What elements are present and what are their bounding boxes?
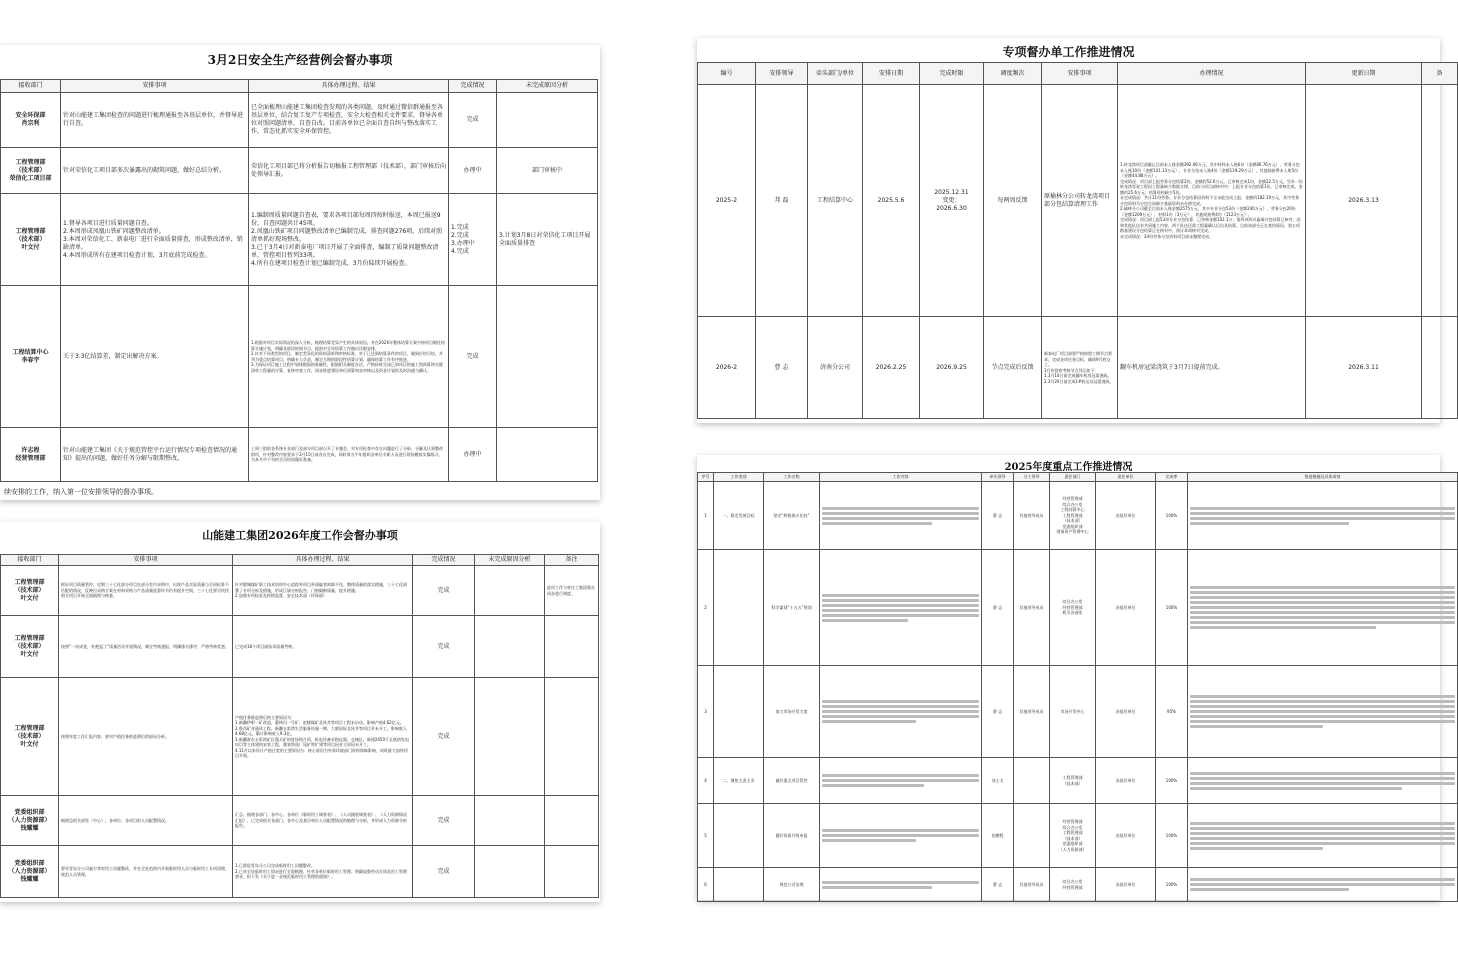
split-cell: 其他领导成员 [1014,868,1050,902]
doc4-header-name: 工作名称 [764,473,820,482]
table-row [1,678,599,796]
doc4-header-lead: 牵头领导 [982,473,1014,482]
table-row [698,868,1458,902]
table-row [1,566,599,616]
doc4-header-category: 工作类别 [714,473,764,482]
process-cell: 已完成18个项目部技术质量考核。 [233,616,413,678]
status-cell: 完成 [449,286,497,428]
doc3-header-updated: 更新日期 [1306,63,1422,85]
category-cell [714,868,764,902]
doc4-header-measures: 推进措施及具体成效 [1188,473,1458,482]
process-cell: 已全面梳理山能建工集团检查发现的各类问题，及时通过微信群通报至各基层单位，结合复工复产专项检查，安全大检查相关文件要求，督导各单位对照问题清单，自查自改。目前各单位已全面自查自纠与整改落实工作，常态化抓实安全环保管控。 [249,93,449,148]
reason-cell [497,428,598,482]
unit-cell: 济南分公司 [808,317,863,419]
status-cell: 1.完成 2.完成 3.办理中 4.完成 [449,194,497,286]
name-cell: 做好资质升级申报 [764,804,820,868]
task-cell: 梳理总机关部室（中心）、各单位、各项目的人员配置情况。 [59,796,233,846]
name-cell: 做好重点项目管控 [764,758,820,804]
lead-cell: 刘士太 [982,758,1014,804]
content-cell [820,666,982,758]
doc1-header-status: 完成情况 [449,80,497,93]
unit-cell: 各基层单位 [1096,550,1156,666]
lead-cell: 张鹏程 [982,804,1014,868]
measures-cell [1188,758,1458,804]
doc1-header-dept: 接收部门 [1,80,61,93]
unit-cell: 各基层单位 [1096,666,1156,758]
doc1-header-process: 具体办理过程、结果 [249,80,449,93]
name-cell: 科学谋划“十五五”规划 [764,550,820,666]
note-cell [545,796,599,846]
process-cell: 1.已督促青岛分公司完成临时用工问题整改。 2.已对全处临时用工情况进行全面梳理，针对各单位临时用工管理，明确加强劳动合同及用工管理要求，拟下发《关于进一步规范临时用工管理的通知》。 [233,846,413,898]
leader-cell: 曹 志 [756,317,808,419]
unit-cell: 各基层单位 [1096,758,1156,804]
content-cell [820,804,982,868]
content-cell [820,868,982,902]
dept-cell: 工程管理部 （技术部） 荣信化工项目部 [1,148,61,194]
doc1-header-reason: 未完成原因分析 [497,80,598,93]
measures-cell [1188,868,1458,902]
process-cell: 1.编制周质量问题自查表，要求各项目部每周四按时报送，本周已报送9份，自查问题共计45项。 2.凤凰山铁矿项目问题整改清单已编制完成，排查问题276项，后续对照清单抓好现场整改。 3.已于3月4日对新泰电厂项目开展了全面排查，编制了质量问题整改清单，管控项目暂列33项。 4.所有在建项目检查计划已编制完成，3月份陆续开展检查。 [249,194,449,286]
no-cell: 3 [698,666,714,758]
doc4-header-rate: 完成率 [1156,473,1188,482]
freq-cell: 节点完成后反馈 [984,317,1042,419]
dept-cell: 经营管理部 综合办公室 工程结算中心 工程管理部 （技术部） 党委组织部 财务资产管理中心 [1050,482,1096,550]
doc2-header-process: 具体办理过程、结果 [233,555,413,566]
process-cell: 上周三组织各系统专业部门及部分项目部召开了专题会，对专项检查中存在问题进行了分析、分解及认领整改销项，针对整改内容要求于3月15日前各自完成，同时周五午年组织各单位专职人员进行现场模拟实操练习，为本月中下旬的全员培训做好准备。 [249,428,449,482]
split-cell [1014,804,1050,868]
doc3-header-id: 编号 [698,63,756,85]
document-annual-meeting [0,522,600,902]
process-cell: 针对肥城煤矿职工技术培训中心追踪外项目外面偏食故障不佳，整体质量的落实措施，三十七化部署了专项分析及措施，形成江锚分析报告，门窗隔断质量，提升措施。 2.加强专项检验及持续监督，安全技术部（环保部） [233,566,413,616]
doc2-header-dept: 接收部门 [1,555,59,566]
doc3-header-note: 备 [1422,63,1458,85]
document-special-supervision [697,38,1443,423]
table-row [1,846,599,898]
task-cell: 新泰电厂项目部要严格按照工期节点要求，完成各项任务目标，确保9月底交工。 3月份督察考核节点列示如下： 1.3月10日前完成翻车机房冠梁浇筑。 2.3月20日前完成1#转运站冠梁浇筑。 [1042,317,1118,419]
dept-cell: 工程管理部 （技术部） 叶文付 [1,566,59,616]
doc3-header-deadline: 完成时限 [920,63,984,85]
reason-cell [497,286,598,428]
category-cell [714,804,764,868]
doc4-header-split: 分工领导 [1014,473,1050,482]
note-cell [1422,317,1458,419]
rate-cell: 100% [1156,758,1188,804]
updated-cell: 2026.3.13 [1306,85,1422,317]
dept-cell: 党委组织部 （人力资源部） 钱耀耀 [1,796,59,846]
table-row [698,85,1458,317]
note-cell [545,678,599,796]
split-cell [1014,758,1050,804]
process-cell: 1.根据对项目实际情况的深入分析，梳理结算差异产生的具体原因，并在2026年整体结算方案中按项目细化结算实施计划，明确各阶段时间节点，提前对全年结算工作做出详细安排。 2.针对不同类型的项目，制定差异化的资料清单和审核标准，对于已达到结算条件的项目，做到应结尽结，并列为重点结算项目，明确专人负责，制定合理的阶段性结算计划，确保结算工作有序推进。 3.为保证项目施工过程中划线数据的准确性，根据相关制度办法，严格按时完成已到项目的施工图预算和关键清单工程量的计算，复核审查工作，同步推进建设单位预算初步审核以及资金计划的及时沟通与确认。 [249,286,449,428]
doc3-title: 专项督办单工作推进情况 [1002,45,1135,59]
rate-cell: 100% [1156,868,1188,902]
lead-cell: 曹 志 [982,868,1014,902]
measures-cell [1188,482,1458,550]
process-cell: 汇总、梳理各部门、各中心、各单位《临时用工调查表》、《人员摸底调查表》、《人力资源情况汇报》，已完成机关各部门、各中心及基层单位人员配置情况的梳理与分析，并形成人力资源分析报告。 [233,796,413,846]
process-cell: 荣信化工项目部已将分析报告切稿报工程管理部（技术部），部门审核后向处领导汇报。 [249,148,449,194]
unit-cell: 各基层单位 [1096,868,1156,902]
doc3-table [697,62,1458,419]
reason-cell [475,796,545,846]
reason-cell [475,846,545,898]
rate-cell: 100% [1156,550,1188,666]
process-cell: 产值任务推进滞后的主要原因为： 1.新疆伊犁一矿改造，董林河一号矿，赵楼煤矿北风井等项目工程未启动，影响产值4.62亿元。 2.鲁西矿业通风工程、新疆五彩湾生活服务设施一期、大唐国际北风井等项目并未开工，影响收入4.68亿元，累计影响收入9.3亿。 3.新疆准东五彩湾矿区露天矿的进场和合同，机电设备采购仪器、仓储区，新建2450千瓦低热发电项目等主体建筑安装工程，董家铁选厂尾矿库扩建等项目因业主原因未开工。 4.11月以来设计产值过宽的主要原因为：核心原因为外界环境部门资料保障影响，同时最大加快项目开展。 [233,678,413,796]
no-cell: 1 [698,482,714,550]
doc2-table [0,554,599,898]
table-row [1,796,599,846]
category-cell: 二、聚焦主责主业 [714,758,764,804]
no-cell: 5 [698,804,714,868]
note-cell [545,616,599,678]
no-cell: 6 [698,868,714,902]
doc1-table [0,79,598,482]
reason-cell [497,93,598,148]
table-row [698,666,1458,758]
doc3-header-task: 安排事项 [1042,63,1118,85]
rate-cell: 95% [1156,666,1188,758]
task-cell: 关于3.3亿结算差，制定出解决方案。 [61,286,249,428]
split-cell: 其他领导成员 [1014,550,1050,666]
dept-cell: 工程管理部 （技术部） [1050,758,1096,804]
rate-cell: 100% [1156,482,1188,550]
status-cell: 完成 [413,796,475,846]
status-cell: 完成 [413,846,475,898]
doc4-header-no: 序号 [698,473,714,482]
leader-cell: 邦 磊 [756,85,808,317]
doc3-header-progress: 办理情况 [1118,63,1306,85]
category-cell [714,666,764,758]
rate-cell: 100% [1156,804,1188,868]
split-cell: 其他领导成员 [1014,666,1050,758]
reason-cell: 部门审核中 [497,148,598,194]
dept-cell: 工程管理部 （技术部） 叶文付 [1,616,59,678]
id-cell: 2026-2 [698,317,756,419]
progress-cell: 1.转龙湾项目部截止目前未入账金额392.06万元，其中材料未入账6份（金额86.76万元），劳务分包未入账10份（金额141.13万元），专业分包未入账4份（金额119.29万元），其他间接费未入账5份（金额44.88万元）。 完成情况：项目部上报劳务分包结算2份，金额约52.6万元，已审核完成1份，金额22.5万元，另外一份转龙湾零星工程因工程量缺少数据支撑，目前与项目部核对中；上报专业分包结算1份，已审核完成，金额约25.6万元；结算资料缺少5份。 未完成情况：共计11份劳务、专业分包结算因资料不全未能完成上报，金额约182.19万元，其中劳务分包资料为分包合同缺少基础资料未办理完成。 2.榆林分公司截至目前未入账金额2575万元，其中专业分包53份（金额240万元），劳务分包20份（金额1209万元），材料1份（3万元），其他间接费4份（1123万元）。 完成情况：项目部上报53项专业分包结算，已审核金额102.1万；第四项四川鑫瑞分包结算已核对，因和其他队伍有共同施工内容，两个队伍还需工程量确认后出具结算，目前该部分正在查找原因，第五项路基建设分包结算正在核对中，预计本周核对完成。 未完成情况：24份劳务分包资料项目部未整理完成。 [1118,85,1306,317]
no-cell: 4 [698,758,714,804]
dept-cell: 安全环保部 肖宗利 [1,93,61,148]
date-cell: 2026.2.25 [863,317,920,419]
deadline-cell: 2025.12.31 变更： 2026.6.30 [920,85,984,317]
doc4-header-dept: 责任部门 [1050,473,1096,482]
dept-cell: 经营管理部 综合办公室 工程管理部 （技术部） 党委组织部 （人力资源部） [1050,804,1096,868]
task-cell: 按照“一次成优，杜绝返工”质量活动开展情况，制定考核通报，明确排名排序，严格考核奖惩。 [59,616,233,678]
doc1-title: 3月2日安全生产经营例会督办事项 [207,53,393,67]
date-cell: 2025.5.6 [863,85,920,317]
status-cell: 办理中 [449,428,497,482]
freq-cell: 每两周反馈 [984,85,1042,317]
doc2-header-reason: 未完成原因分析 [475,555,545,566]
table-row [698,758,1458,804]
table-row [698,317,1458,419]
lead-cell: 曹 志 [982,550,1014,666]
document-key-work-2025 [697,455,1440,900]
dept-cell: 工程结算中心 李春宇 [1,286,61,428]
content-cell [820,550,982,666]
table-row [1,286,598,428]
deadline-cell: 2026.9.25 [920,317,984,419]
name-cell: 加大市场开发力度 [764,666,820,758]
category-cell: 一、稳定发展目标 [714,482,764,550]
dept-cell: 工程管理部 （技术部） 叶文付 [1,678,59,796]
content-cell [820,758,982,804]
id-cell: 2025-2 [698,85,756,317]
status-cell: 完成 [413,616,475,678]
doc2-header-note: 备注 [545,555,599,566]
task-cell: 抓好项目质量管控，近期三十七化部分项目在部分室内采购中，出现产品实际质量与合同标准不匹配的情况，反映出采购方案在材料采购与产品质量监督环节仍有提升空间，三十七化要尽快找相关项目开展全面梳理与核查。 [59,566,233,616]
dept-cell: 市场开发中心 [1050,666,1096,758]
lead-cell: 曹 志 [982,666,1014,758]
reason-cell [475,678,545,796]
dept-cell: 党委组织部 （人力资源部） 钱耀耀 [1,846,59,898]
table-row [1,616,599,678]
table-row [1,93,598,148]
note-cell [545,846,599,898]
doc1-footnote: 续安排的工作，纳入第一位安排领导的督办事项。 [4,488,158,496]
note-cell [1422,85,1458,317]
dept-cell: 综合办公室 经营管理部 [1050,868,1096,902]
unit-cell: 工程结算中心 [808,85,863,317]
reason-cell [475,566,545,616]
table-row [698,804,1458,868]
reason-cell [475,616,545,678]
no-cell: 2 [698,550,714,666]
updated-cell: 2026.3.11 [1306,317,1422,419]
doc3-header-unit: 牵头部门/单位 [808,63,863,85]
doc1-header-task: 安排事项 [61,80,249,93]
task-cell: 原榆林分公司转龙湾项目部分包结算清理工作 [1042,85,1118,317]
category-cell [714,550,764,666]
measures-cell [1188,666,1458,758]
doc4-header-content: 工作内容 [820,473,982,482]
reason-cell: 3.计划3月8日对荣信化工项目开展全面质量排查 [497,194,598,286]
task-cell: 针对荣信化工项目部多次暴露出的砌筑问题，做好总结分析。 [61,148,249,194]
unit-cell: 各基层单位 [1096,804,1156,868]
doc2-header-task: 安排事项 [59,555,233,566]
table-row [1,194,598,286]
content-cell [820,482,982,550]
table-row [1,428,598,482]
dept-cell: 综合办公室 经营管理部 机关各部室 [1050,550,1096,666]
note-cell: 此项工作与枣庄工集团督办同步进行调度。 [545,566,599,616]
lead-cell: 曹 志 [982,482,1014,550]
dept-cell: 工程管理部 （技术部） 叶文付 [1,194,61,286]
doc3-header-date: 安排日期 [863,63,920,85]
doc4-table [697,472,1458,902]
task-cell: 1.督导各项目进行质量问题自查。 2.本周形成凤凰山铁矿问题整改清单。 3.本周对荣信化工、新泰电厂进行全面质量排查，形成整改清单，销缺清单。 4.本周形成所有在建项目检查计划，3月底前完成检查。 [61,194,249,286]
doc2-title: 山能建工集团2026年度工作会督办事项 [202,529,398,542]
doc3-header-freq: 调度频次 [984,63,1042,85]
dept-cell: 许志程 经营管理部 [1,428,61,482]
doc2-header-status: 完成情况 [413,555,475,566]
table-row [698,550,1458,666]
unit-cell: 各基层单位 [1096,482,1156,550]
document-safety-meeting [0,45,600,500]
doc4-header-unit: 责任单位 [1096,473,1156,482]
doc3-header-leader: 安排领导 [756,63,808,85]
task-cell: 针对山能建工集团检查的问题进行梳理通报至各基层单位，并督导进行自查。 [61,93,249,148]
task-cell: 针对山能建工集团《关于规范管控平台运行情况专项检查情况的通知》提出的问题，做好任务分解与限期整改。 [61,428,249,482]
table-row [1,148,598,194]
table-row [698,482,1458,550]
doc4-title: 2025年度重点工作推进情况 [1004,462,1133,473]
status-cell: 办理中 [449,148,497,194]
name-cell: 坚定“两稳保五比较” [764,482,820,550]
progress-cell: 翻车机房冠梁浇筑于3月7日提前完成。 [1118,317,1306,419]
split-cell: 其他领导成员 [1014,482,1050,550]
status-cell: 完成 [413,678,475,796]
status-cell: 完成 [413,566,475,616]
task-cell: 督导青岛分公司索尔等时用工问题整改，并在全处范围内开展临时用人员与临时用工专项清理，规范人员管理。 [59,846,233,898]
measures-cell [1188,804,1458,868]
name-cell: 规范公司治理 [764,868,820,902]
measures-cell [1188,550,1458,666]
task-cell: 按照年度工作汇报内容，要对产值任务推进滞后的原因分析。 [59,678,233,796]
status-cell: 完成 [449,93,497,148]
